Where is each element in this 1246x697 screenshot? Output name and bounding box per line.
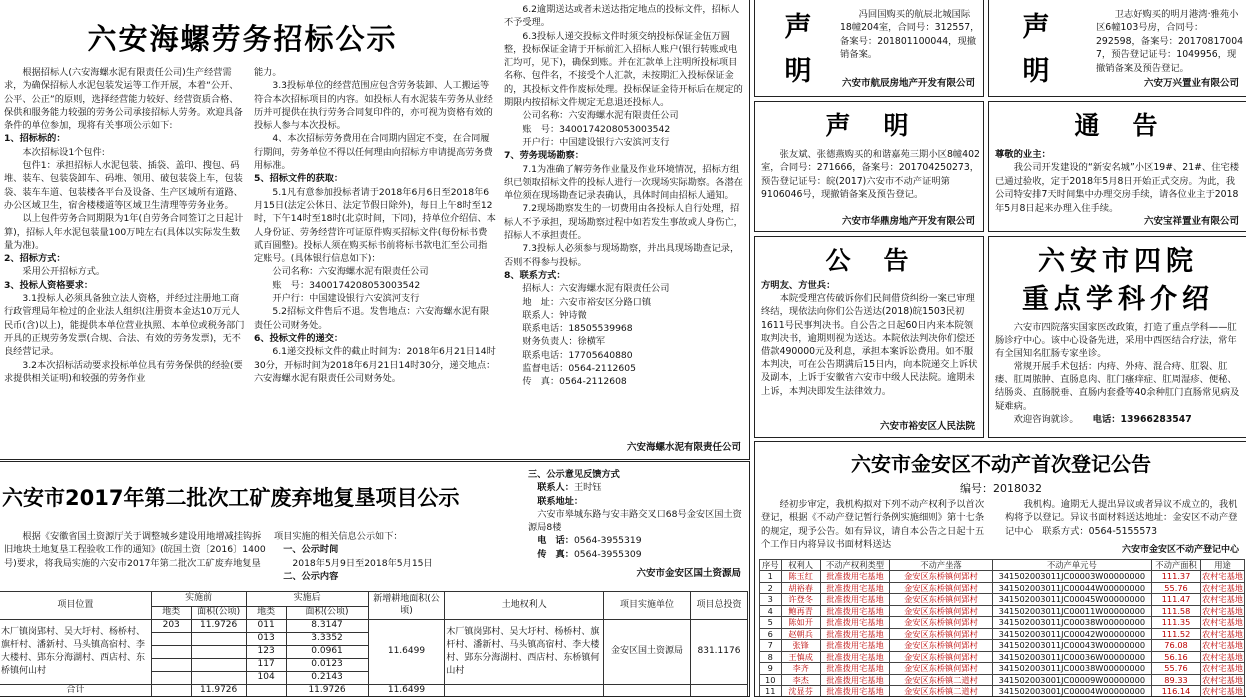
text-paragraph: 开户行：中国建设银行六安滨河支行 [504, 136, 746, 149]
notice-baoxiang [988, 101, 1246, 232]
court-notice [754, 236, 984, 438]
text-paragraph: 3.2本次招标活动要求投标单位具有劳务保供的经验(要求提供相关证明)和较强的劳务作业 [4, 359, 246, 386]
text-paragraph: 7.1为准确了解劳务作业量及作业环境情况，招标方组织已领取招标文件的投标人进行一次现场实际勘察。各潜在单位须在现场勘查记录表确认，具体时间由招标人通知。 [504, 163, 746, 203]
contact-line: 六安市皋城东路与安丰路交叉口68号金安区国土资源局8楼 [528, 508, 746, 535]
text-paragraph: 7.3投标人必须参与现场勘察，并出具现场勘查记录，否则不得参与投标。 [504, 242, 746, 269]
text-paragraph: 7、劳务现场勘察： [504, 149, 746, 162]
property-registration-number: 编号：2018032 [755, 482, 1246, 497]
statement-hangchen [754, 0, 984, 97]
property-registration-text-1: 经初步审定，我机构拟对下列不动产权利予以首次登记，根据《不动产登记暂行条例实施细则》第十七条的规定，现予公告。如有异议，请自本公告之日起十五个工作日内将异议书面材料送达 [761, 498, 993, 552]
table-row: 8 王慎成 批准拨用宅基地 金安区东桥镇何郢村 341502003011JC00036W00000000 56.16 农村宅基地 [760, 651, 1245, 663]
text-paragraph: 5.2招标文件售后不退。发售地点：六安海螺水泥有限责任公司财务处。 [254, 305, 496, 332]
labor-tender-col-2 [254, 66, 496, 458]
text-paragraph: 账 号：34001742080530​03542 [504, 123, 746, 136]
text-paragraph: 联系人：钟诗微 [504, 309, 746, 322]
table-row: 5 陈如开 批准拨用宅基地 金安区东桥镇何郢村 341502003011JC00038W00000000 111.35 农村宅基地 [760, 617, 1245, 629]
text-paragraph: 5、招标文件的获取： [254, 172, 496, 185]
land-reclaim-table: 项目位置 实施前 实施后 新增耕地面积(公顷) 土地权利人 项目实施单位 项目总投资 地类 面积(公顷) 地类 面积(公顷) 木厂镇岗郢村、吴大圩村、杨桥村、旗杆村、潘新村、马头镇高宿村、李大楼村、郢东分海湖村、西店村、东桥镇何山村 203 11.9726 011 8.3147 11.6499 木厂镇岗郢村、吴大圩村、杨桥村、旗杆村、潘新村、马头镇高宿村、李大楼村、郢东分海湖村、西店村、东桥镇何山村 金安区国土资源局 831.1176 013 3.3352 123 0.0961 117 0.0123 104 0.2143 合计 11.9726 11.9726 11.6499 [0, 591, 748, 697]
labor-tender-title: 六安海螺劳务招标公示 [40, 15, 445, 63]
property-registration-signature: 六安市金安区不动产登记中心 [1122, 545, 1239, 557]
text-paragraph: 公司名称：六安海螺水泥有限责任公司 [504, 109, 746, 122]
statement-wanxing-signature: 六安万兴置业有限公司 [1144, 78, 1239, 91]
table-row: 11 沈显芬 批准拨用宅基地 金安区东桥镇二道村 341502003001JC00004W00000000 116.14 农村宅基地 [760, 686, 1245, 697]
contact-line: 传 真：0564-3955309 [528, 548, 746, 561]
text-paragraph: 公司名称：六安海螺水泥有限责任公司 [254, 265, 496, 278]
text-paragraph: 8、联系方式： [504, 269, 746, 282]
text-paragraph: 地 址：六安市裕安区分路口镇 [504, 296, 746, 309]
contact-line: 联系地址： [528, 495, 746, 508]
land-reclaim-title: 六安市2017年第二批次工矿废弃地复垦项目公示 [2, 484, 520, 512]
text-paragraph: 本次招标设1个包件: [4, 146, 246, 159]
table-row: 9 李齐 批准拨用宅基地 金安区东桥镇何郢村 341502003011JC00038W00000000 55.76 农村宅基地 [760, 663, 1245, 675]
property-registration-notice [754, 441, 1246, 697]
text-paragraph: 1、招标标的： [4, 132, 246, 145]
labor-tender-notice [0, 0, 750, 460]
hospital-ad-body: 六安市四院落实国家医改政策，打造了重点学科——肛肠诊疗中心。该中心设备先进，采用中西医结合疗法，常年有全国知名肛肠专家坐诊。 常规开展手术包括：内痔、外痔、混合痔、肛裂、肛瘘、肛周脓肿、直肠息肉、肛门瘙痒症、肛周湿疹、便秘、结肠炎、直肠脱垂、直肠内套叠等40余种肛门直肠常见病及疑难病。 欢迎咨询就诊。 电话：13966283547 [995, 321, 1243, 437]
land-reclaim-intro: 根据《安徽省国土资源厅关于调整城乡建设用地增减挂钩拆旧地块土地复垦工程验收工作的通知》(皖国土资〔2016〕1400号)要求，将我局实施的六安市2017年第二批次工矿废弃地复垦 [4, 530, 268, 588]
text-paragraph: 3、投标人资格要求： [4, 279, 246, 292]
table-row: 104 0.2143 [0, 672, 748, 685]
text-paragraph: 联系电话：18505539968 [504, 322, 746, 335]
text-paragraph: 联系电话：17705640880 [504, 349, 746, 362]
text-paragraph: 传 真：0564-2112608 [504, 375, 746, 388]
text-paragraph: 能力。 [254, 66, 496, 79]
land-reclaim-contact: 三、公示意见反馈方式 联系人：王时钰 联系地址： 六安市皋城东路与安丰路交叉口68号金安区国土资源局8楼 电 话：0564-3955319 传 真：0564-3955309 [528, 468, 746, 572]
table-row: 117 0.0123 [0, 659, 748, 672]
table-row: 木厂镇岗郢村、吴大圩村、杨桥村、旗杆村、潘新村、马头镇高宿村、李大楼村、郢东分海湖村、西店村、东桥镇何山村 203 11.9726 011 8.3147 11.6499 木厂镇岗郢村、吴大圩村、杨桥村、旗杆村、潘新村、马头镇高宿村、李大楼村、郢东分海湖村、西店村、东桥镇何山村 金安区国土资源局 831.1176 [0, 620, 748, 633]
statement-hangchen-signature: 六安市航辰房地产开发有限公司 [842, 78, 975, 91]
court-notice-title: 公 告 [755, 243, 983, 279]
contact-line: 联系人：王时钰 [528, 481, 746, 494]
text-paragraph: 采用公开招标方式。 [4, 265, 246, 278]
land-reclaim-signature: 六安市金安区国土资源局 [636, 568, 741, 581]
text-paragraph: 监督电话：0564-2112605 [504, 362, 746, 375]
notice-baoxiang-title: 通 告 [989, 108, 1246, 144]
text-paragraph: 3.3投标单位的经营范围应包含劳务装卸、人工搬运等符合本次招标项目的内容。如投标人有水泥装车劳务从业经历并可提供在执行劳务合同复印件的，亦可视为资格有效的投标人参与本次投标。 [254, 79, 496, 132]
labor-tender-col-1 [4, 66, 246, 458]
table-row: 10 李杰 批准拨用宅基地 金安区东桥镇二道村 341502003001JC00009W00000000 89.33 农村宅基地 [760, 674, 1245, 686]
court-notice-signature: 六安市裕安区人民法院 [880, 421, 975, 434]
text-paragraph: 6、投标文件的递交： [254, 332, 496, 345]
text-paragraph: 7.2现场勘察发生的一切费用由各投标人自行处理，招标人不予承担，现场勘察过程中如若发生事故或人身伤亡，招标人不承担责任。 [504, 202, 746, 242]
labor-tender-signature: 六安海螺水泥有限责任公司 [627, 442, 741, 455]
property-registration-table: 序号 权利人 不动产权利类型 不动产坐落 不动产单元号 不动产面积 用途 1 陈玉红 批准拨用宅基地 金安区东桥镇何郢村 341502003011JC00003W00000000 111.37 农村宅基地 2 胡裕春 批准拨用宅基地 金安区东桥镇何郢村 341502003011JC00044W00000000 55.76 农村宅基地 3 许登冬 批准拨用宅基地 金安区东桥镇何郢村 341502003011JC00045W00000000 111.47 农村宅基地 4 鲍再青 批准拨用宅基地 金安区东桥镇何郢村 341502003011JC00011W00000000 111.58 农村宅基地 5 陈如开 批准拨用宅基地 金安区东桥镇何郢村 341502003011JC00038W00000000 111.35 农村宅基地 6 赵朝兵 批准拨用宅基地 金安区东桥镇何郢村 341502003011JC00042W00000000 111.52 农村宅基地 7 张锋 批准拨用宅基地 金安区东桥镇何郢村 341502003011JC00043W00000000 76.08 农村宅基地 8 王慎成 批准拨用宅基地 金安区东桥镇何郢村 341502003011JC00036W00000000 56.16 农村宅基地 9 李齐 批准拨用宅基地 金安区东桥镇何郢村 341502003011JC00038W00000000 55.76 农村宅基地 10 李杰 批准拨用宅基地 金安区东桥镇二道村 341502003001JC00009W00000000 89.33 农村宅基地 11 沈显芬 批准拨用宅基地 金安区东桥镇二道村 341502003001JC00004W00000000 116.14 农村宅基地 [759, 559, 1245, 697]
statement-hangchen-title: 声 明 [783, 6, 813, 94]
table-row: 4 鲍再青 批准拨用宅基地 金安区东桥镇何郢村 341502003011JC00011W00000000 111.58 农村宅基地 [760, 605, 1245, 617]
contact-line: 电 话：0564-3955319 [528, 534, 746, 547]
hospital-ad-title-2: 重点学科介绍 [989, 281, 1246, 319]
statement-huading-body: 张友斌、张德燕购买的和谐嘉苑三期小区8幢402室，合同号：271666，备案号：201704250273，预告登记证号：皖(2017)六安市不动产证明第9106046号，现撤销备案及预告登记。 [761, 148, 980, 216]
table-row: 6 赵朝兵 批准拨用宅基地 金安区东桥镇何郢村 341502003011JC00042W00000000 111.52 农村宅基地 [760, 628, 1245, 640]
text-paragraph: 财务负责人：徐横军 [504, 335, 746, 348]
text-paragraph: 3.1投标人必须具备独立法人资格，并经过注册地工商行政管理局年检过的企业法人组织(注册资本金达10万元人民币(含)以上)，能提供本单位营业执照、本单位或税务部门开具的正规劳务发票(合规、合法、有效的劳务发票)，无不良经营记录。 [4, 292, 246, 358]
property-registration-text-2: 我机构。逾期无人提出异议或者异议不成立的，我机构将予以登记。异议书面材料送达地址：金安区不动产登记中心 联系方式：0564-5155573 [1005, 498, 1243, 538]
text-paragraph: 6.2逾期送达或者未送达指定地点的投标文件，招标人不予受理。 [504, 3, 746, 30]
table-row: 2 胡裕春 批准拨用宅基地 金安区东桥镇何郢村 341502003011JC00044W00000000 55.76 农村宅基地 [760, 582, 1245, 594]
notice-baoxiang-body: 尊敬的业主： 我公司开发建设的“新安名城”小区19#、21#、住宅楼已通过验收，定于2018年5月8日开始正式交房。为此，我公司特安排7天时间集中办理交房手续，请各位业主于2018年5月8日起来办理入住手续。 [995, 148, 1243, 216]
statement-huading-signature: 六安市华鼎房地产开发有限公司 [842, 216, 975, 229]
text-paragraph: 根据招标人(六安海螺水泥有限责任公司)生产经营需求，为确保招标人水泥包装发运等工作开展，本着“公开、公平、公正”的原则，选择经营能力较好、经营资质合格、保供和服务能力较强的劳务公司承接招标人劳务。欢迎具备条件的单位参加，现将有关事项公示如下: [4, 66, 246, 132]
text-paragraph: 开户行：中国建设银行六安滨河支行 [254, 292, 496, 305]
statement-hangchen-body: 冯回国购买的航辰北城国际18幢204室，合同号：312557，备案号：201801100044，现撤销备案。 [840, 8, 980, 76]
land-reclaim-notice [0, 461, 750, 697]
text-paragraph: 6.1递交投标文件的截止时间为：2018年6月21日14时30分，开标时间为2018年6月21日14时30分，递交地点：六安海螺水泥有限责任公司财务处。 [254, 345, 496, 385]
text-paragraph: 招标人：六安海螺水泥有限责任公司 [504, 282, 746, 295]
statement-wanxing-title: 声 明 [1021, 6, 1051, 94]
labor-tender-col-3 [504, 3, 746, 439]
table-row: 1 陈玉红 批准拨用宅基地 金安区东桥镇何郢村 341502003011JC00003W00000000 111.37 农村宅基地 [760, 571, 1245, 583]
hospital-phone: 13966283547 [1121, 414, 1192, 425]
statement-wanxing [988, 0, 1246, 97]
property-registration-title: 六安市金安区不动产首次登记公告 [755, 450, 1246, 478]
text-paragraph: 账 号：34001742080530​03542 [254, 279, 496, 292]
text-paragraph: 包件1：承担招标人水泥包装、插袋、盖印、搜包、码堆、装车、包装袋卸车、码堆、领用、破包装袋上车，包装袋、装车车道、包装楼各平台及设备、生产区域所有道路、办公区域卫生，宿舍楼楼道等区域卫生清理等劳务业务。 [4, 159, 246, 212]
table-row: 013 3.3352 [0, 633, 748, 646]
text-paragraph: 6.3投标人递交投标文件时须交纳投标保证金伍万圆整，投标保证金请于开标前汇入招标人账户(银行转账或电汇均可，见下)，确保到账。并在汇款单上注明所投标项目名称、包件名，不接受个人汇款，未按期汇入投标保证金的，其投标文件作废标处理。投标保证金待开标后在规定的期限内按招标文件规定无息退还投标人。 [504, 30, 746, 110]
text-paragraph: 2、招标方式： [4, 252, 246, 265]
table-row: 3 许登冬 批准拨用宅基地 金安区东桥镇何郢村 341502003011JC00045W00000000 111.47 农村宅基地 [760, 594, 1245, 606]
notice-baoxiang-signature: 六安宝祥置业有限公司 [1144, 216, 1239, 229]
table-total-row: 合计 11.9726 11.9726 11.6499 [0, 685, 748, 697]
hospital-ad [988, 236, 1246, 438]
statement-huading [754, 101, 984, 232]
text-paragraph: 以上包件劳务合同期限为1年(自劳务合同签订之日起计算)，招标人年水泥包装量100万吨左右(具体以实际发生数量为准)。 [4, 212, 246, 252]
land-reclaim-info: 项目实施的相关信息公示如下： 一、公示时间 2018年5月9日至2018年5月15日 二、公示内容 [274, 530, 524, 588]
table-row: 7 张锋 批准拨用宅基地 金安区东桥镇何郢村 341502003011JC00043W00000000 76.08 农村宅基地 [760, 640, 1245, 652]
court-notice-body: 方明友、方世兵： 本院受理宫传破诉你们民间借贷纠纷一案已审理终结，现依法向你们公告送达(2018)皖1503民初1611号民事判决书。自公告之日起60日内来本院领取判决书，逾期则视为送达。本院依法判决你们偿还借款490000元及利息，承担本案诉讼费用。如不服本判决，可在公告期满后15日内，向本院递交上诉状及副本，上诉于安徽省六安市中级人民法院。逾期未上诉，本判决即发生法律效力。 [761, 279, 980, 419]
hospital-ad-title-1: 六安市四院 [989, 243, 1246, 281]
statement-wanxing-body: 卫志好购买的明月港湾·雅苑小区6幢103号房，合同号：292598，备案号：20170817004​7，预告登记证号：1049956，现撤销备案及预告登记。 [1096, 8, 1244, 76]
statement-huading-title: 声 明 [755, 108, 983, 144]
table-row: 123 0.0961 [0, 646, 748, 659]
text-paragraph: 5.1凡有意参加投标者请于2018年6月6日至2018年6月15日(法定公休日、法定节假日除外)，每日上午8时至12时，下午14时至18时(北京时间，下同)，持单位介绍信、本人身份证、劳务经营许可证原件购买招标文件(每份标书费贰百圆整)。投标人须在购买标书前将标书款电汇至公司指定账号。(具体银行信息如下)： [254, 186, 496, 266]
text-paragraph: 4、本次招标劳务费用在合同期内固定不变，在合同履行期间，劳务单位不得以任何理由向招标方申请提高劳务费用标准。 [254, 132, 496, 172]
